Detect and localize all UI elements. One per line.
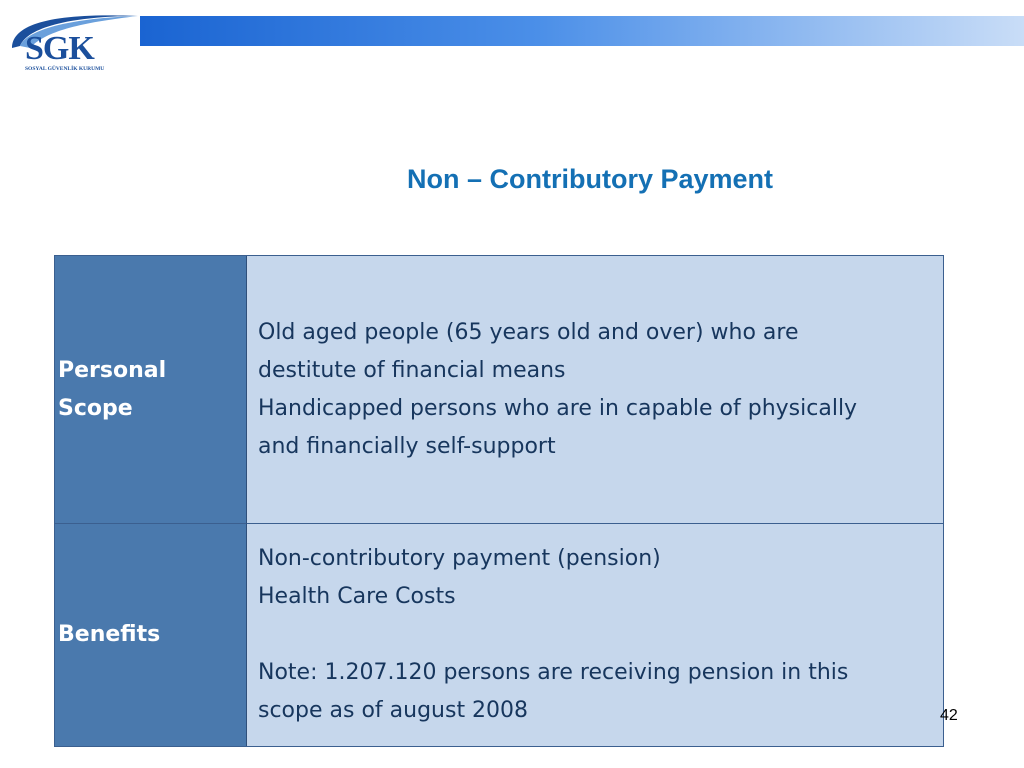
benefits-line: Note: 1.207.120 persons are receiving pension in this <box>258 660 849 685</box>
body-cell-personal-scope <box>247 256 943 524</box>
benefits-line: Non-contributory payment (pension) <box>258 546 661 571</box>
body-cell-benefits <box>247 524 943 746</box>
sgk-logo <box>6 8 146 78</box>
header-cell-personal-scope <box>55 256 247 524</box>
logo-wordmark: SGK <box>25 30 94 67</box>
scope-line: and financially self-support <box>258 433 556 459</box>
slide-title: Non – Contributory Payment <box>406 164 774 194</box>
page-number: 42 <box>940 707 958 724</box>
benefits-line: scope as of august 2008 <box>258 698 529 723</box>
benefits-label: Benefits <box>58 622 161 647</box>
info-table <box>54 255 944 747</box>
header-cell-benefits <box>55 524 247 746</box>
logo-subtitle: SOSYAL GÜVENLİK KURUMU <box>25 66 105 72</box>
personal-scope-label: Personal Scope <box>58 357 167 421</box>
scope-line: destitute of financial means <box>258 357 566 383</box>
benefits-spacer <box>258 616 943 654</box>
scope-line: Handicapped persons who are in capable of physically <box>258 395 858 421</box>
scope-line: Old aged people (65 years old and over) who are <box>258 319 799 345</box>
benefits-line: Health Care Costs <box>258 584 456 609</box>
header-gradient-bar <box>140 16 1024 46</box>
